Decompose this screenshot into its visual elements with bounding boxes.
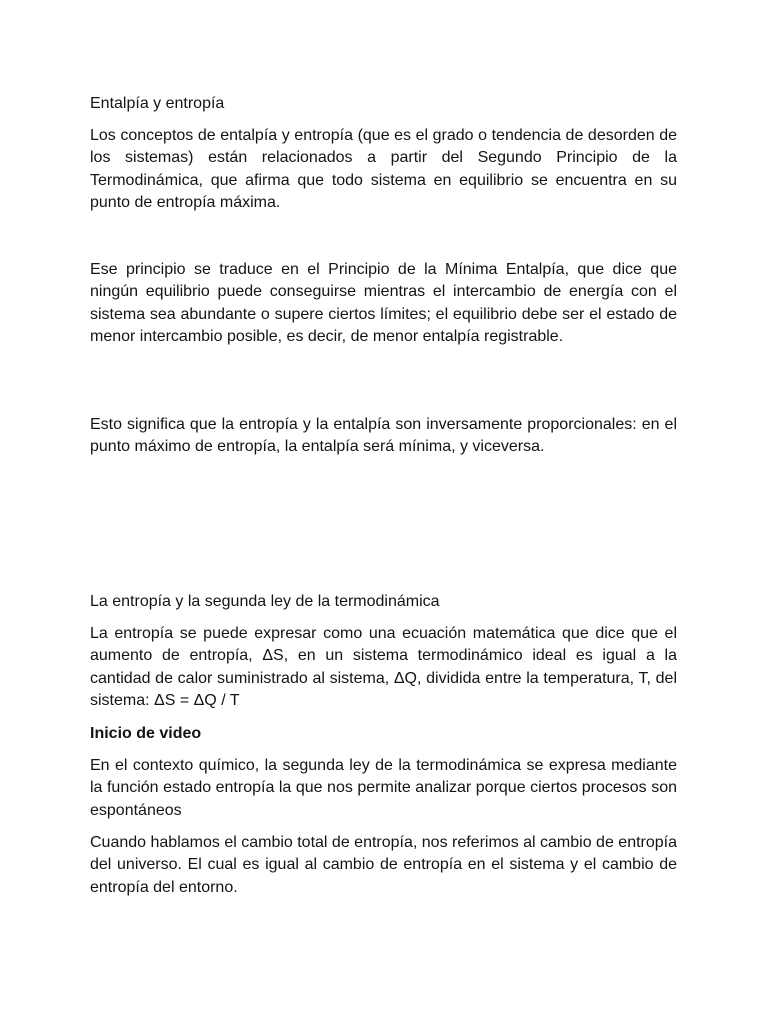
section-heading-entalpia-entropia: Entalpía y entropía [90,95,225,112]
subheading-inicio-video: Inicio de video [90,725,202,742]
paragraph-conceptos: Los conceptos de entalpía y entropía (que es el grado o tendencia de desorden de los sistemas) están relacionados a partir del Segundo Principio de la Termodinámica, que afirma que todo sistema en equilibrio se encuentra en su punto de entropía máxima. [90,127,677,211]
paragraph-principio-minima-entalpia: Ese principio se traduce en el Principio de la Mínima Entalpía, que dice que ningún equilibrio puede conseguirse mientras el intercambio de energía con el sistema sea abundante o supere ciertos límites; el equilibrio debe ser el estado de menor intercambio posible, es decir, de menor entalpía registrable. [90,261,677,345]
paragraph-contexto-quimico: En el contexto químico, la segunda ley de la termodinámica se expresa mediante la función estado entropía la que nos permite analizar porque ciertos procesos son espontáneos [90,757,677,819]
section-heading-segunda-ley: La entropía y la segunda ley de la termodinámica [90,593,440,610]
paragraph-cambio-total-entropia: Cuando hablamos el cambio total de entropía, nos referimos al cambio de entropía del universo. El cual es igual al cambio de entropía en el sistema y el cambio de entropía del entorno. [90,834,678,896]
paragraph-ecuacion-entropia: La entropía se puede expresar como una ecuación matemática que dice que el aumento de entropía, ΔS, en un sistema termodinámico ideal es igual a la cantidad de calor suministrado al sistema, ΔQ, dividida entre la temperatura, T, del sistema: ΔS = ΔQ / T [90,625,677,709]
paragraph-inversamente-proporcionales: Esto significa que la entropía y la entalpía son inversamente proporcionales: en el punto máximo de entropía, la entalpía será mínima, y viceversa. [90,416,677,456]
